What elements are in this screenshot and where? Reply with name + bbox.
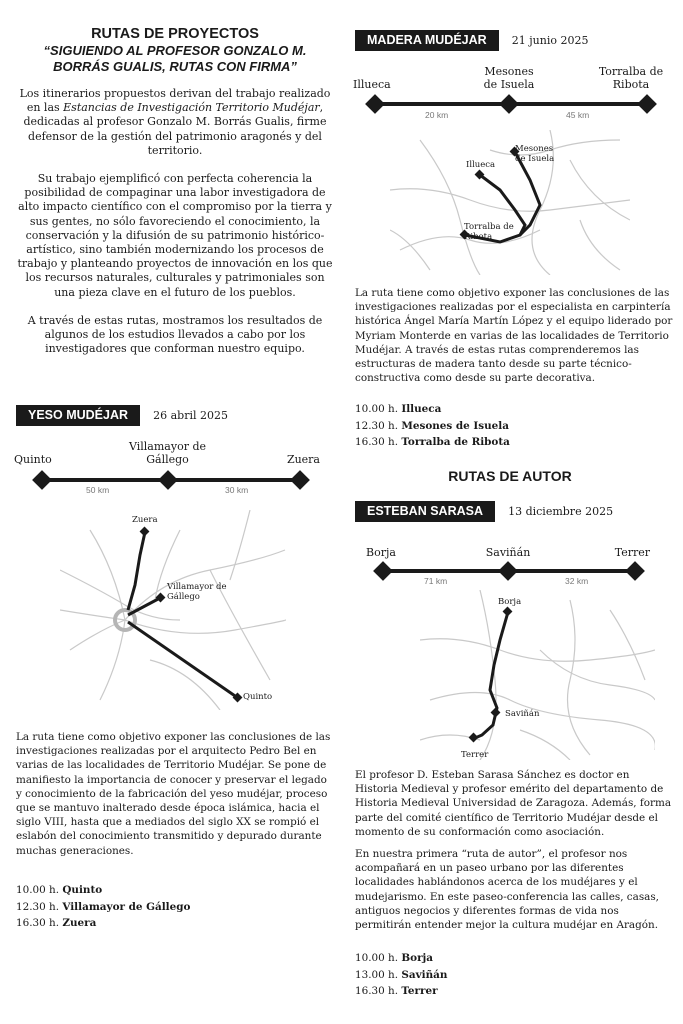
schedule-item: 16.30 h. Torralba de Ribota [355,436,510,448]
madera-stop-1: Illueca [353,78,391,91]
yeso-header [16,404,228,426]
autor-paragraph-1: El profesor D. Esteban Sarasa Sánchez es doctor en Historia Medieval y profesor emérito del departamento de Historia Medieval Universidad de Zaragoza. Además, forma parte del comité científico de Territorio Mudéjar desde el momento de su conformación como asociación. [355,769,672,838]
autor-distance-1: 71 km [424,576,448,586]
autor-distance-2: 32 km [565,576,589,586]
autor-map-label-terrer: Terrer [461,750,489,760]
madera-description-text: La ruta tiene como objetivo exponer las conclusiones de las investigaciones realizadas por el especialista en carpintería histórica Ángel María Martín López y el equipo liderado por Myriam Monterde en varias de las localidades de Territorio Mudéjar. A través de estas rutas comprenderemos las estructuras de madera tanto desde su parte técnico-constructiva como desde su parte decorativa. [355,287,673,385]
yeso-distance-1: 50 km [86,485,110,495]
madera-stop-2: Mesones de Isuela [483,65,535,91]
autor-route-line [371,561,647,581]
yeso-distance-2: 30 km [225,485,249,495]
autor-map-label-savinan: Saviñán [505,709,540,719]
yeso-description-text: La ruta tiene como objetivo exponer las conclusiones de las investigaciones realizadas por el arquitecto Pedro Bel en varias de las localidades de Territorio Mudéjar. Se pone de manifiesto la importancia de conocer y preservar el legado y conocimiento de la fabricación del yeso mudéjar, proceso que se mantuvo inalterado desde época islámica, hacia el siglo VIII, hasta que a mediados del siglo XX se rompió el eslabón del conocimiento transmitido y depurado durante muchas generaciones. [16,731,331,857]
autor-description [355,768,675,940]
autor-stop-3: Terrer [614,546,650,559]
yeso-route-line [30,470,312,490]
autor-map-label-borja: Borja [498,597,522,607]
intro-paragraph-2: Su trabajo ejemplificó con perfecta coherencia la posibilidad de compaginar una labor investigadora de alto impacto científico con el compromiso por la tierra y sus gentes, no sólo favoreciendo el conocimiento, la conservación y la difusión de su patrimonio histórico-artístico, sino también modernizando los procesos de trabajo y planteando proyectos de innovación en los que los recursos naturales, culturales y patrimoniales son una pieza clave en el futuro de los pueblos. [17,172,333,299]
yeso-stop-2: Villamayor de Gállego [129,440,206,466]
madera-stop-3: Torralba de Ribota [598,65,664,91]
madera-map-label-torralba: Torralba de Ribota [464,222,514,242]
page-subtitle: “SIGUIENDO AL PROFESOR GONZALO M. BORRÁS GUALIS, RUTAS CON FIRMA” [43,43,307,74]
intro-paragraph-1: Los itinerarios propuestos derivan del trabajo realizado en las Estancias de Investigación Territorio Mudéjar, dedicadas al profesor Gonzalo M. Borrás Gualis, firme defensor de la gestión del patrimonio aragonés y del territorio. [19,87,331,157]
yeso-stop-3: Zuera [286,453,320,466]
autor-date: 13 diciembre 2025 [508,505,614,518]
yeso-stop-1: Quinto [14,453,52,466]
madera-header [355,29,589,51]
yeso-map [60,510,290,710]
schedule-item: 12.30 h. Mesones de Isuela [355,419,509,432]
autor-paragraph-2: En nuestra primera “ruta de autor”, el profesor nos acompañará en un paseo urbano por las diferentes localidades hablándonos acerca de los mudéjares y el mudejarismo. En este paseo-conferencia las calles, casas, antiguos negocios y diferentes formas de vida nos permitirán entender mejor la cultura mudéjar en Aragón. [355,848,659,932]
madera-description [355,286,675,393]
autor-stop-2: Saviñán [485,546,531,559]
schedule-item: 13.00 h. Saviñán [355,968,448,981]
autor-schedule [355,950,447,1000]
autor-heading: RUTAS DE AUTOR [448,468,572,484]
yeso-schedule [16,882,190,932]
madera-schedule [355,401,510,451]
yeso-date: 26 abril 2025 [153,409,229,422]
madera-distance-1: 20 km [425,110,449,120]
yeso-map-label-quinto: Quinto [243,692,273,702]
madera-map-label-illueca: Illueca [466,160,496,170]
madera-distance-2: 45 km [566,110,590,120]
schedule-item: 16.30 h. Terrer [355,985,438,997]
schedule-item: 10.00 h. Quinto [16,884,103,896]
autor-map [420,590,655,760]
autor-stop-1: Borja [366,546,396,559]
yeso-map-label-villamayor: Villamayor de Gállego [167,582,227,602]
autor-tag: ESTEBAN SARASA [355,501,495,522]
madera-route-line [363,94,659,114]
madera-map-label-mesones: Mesones de Isuela [515,144,555,164]
yeso-description [16,730,334,866]
schedule-item: 10.00 h. Borja [355,952,434,964]
madera-map [390,130,630,275]
intro-paragraph-3: A través de estas rutas, mostramos los resultados de algunos de los estudios llevados a cabo por los investigadores que conforman nuestro equipo. [27,313,323,356]
autor-header [355,500,613,522]
yeso-tag: YESO MUDÉJAR [16,405,140,426]
schedule-item: 16.30 h. Zuera [16,917,97,929]
schedule-item: 10.00 h. Illueca [355,403,442,415]
yeso-map-label-zuera: Zuera [132,515,158,525]
schedule-item: 12.30 h. Villamayor de Gállego [16,900,191,913]
page-title: RUTAS DE PROYECTOS [91,26,259,42]
madera-date: 21 junio 2025 [511,34,589,47]
intro-text [16,87,334,370]
madera-tag: MADERA MUDÉJAR [355,30,499,51]
